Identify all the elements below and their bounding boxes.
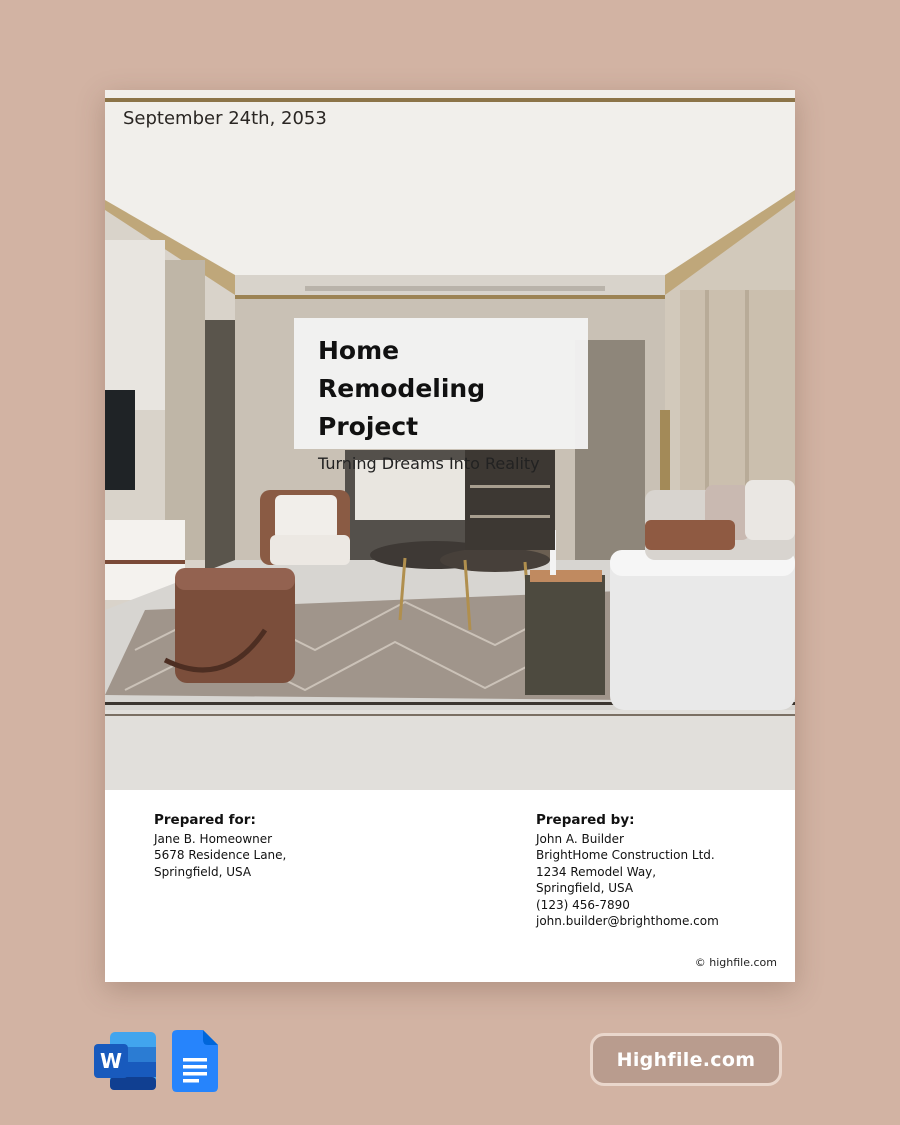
prepared-for-name: Jane B. Homeowner [154,831,273,846]
prepared-by-phone: (123) 456-7890 [536,897,630,912]
title-card [294,318,588,473]
prepared-for-city: Springfield, USA [154,864,252,879]
prepared-by-block [536,812,719,930]
prepared-for-block [154,812,286,880]
prepared-by-street: 1234 Remodel Way, [536,864,657,879]
word-icon[interactable] [94,1030,158,1092]
document-title: Home Remodeling Project [318,336,486,441]
copyright-text: © highfile.com [694,956,777,969]
highfile-button[interactable]: Highfile.com [590,1033,782,1086]
document-page [105,90,795,982]
document-subtitle: Turning Dreams Into Reality [318,454,540,473]
prepared-by-heading: Prepared by: [536,812,635,828]
prepared-by-name: John A. Builder [536,831,624,846]
prepared-by-company: BrightHome Construction Ltd. [536,848,715,862]
prepared-by-email: john.builder@brighthome.com [536,914,719,928]
word-icon-letter: W [99,1049,123,1073]
cover-date: September 24th, 2053 [123,108,327,129]
google-docs-icon[interactable] [172,1030,218,1092]
prepared-for-heading: Prepared for: [154,812,256,828]
prepared-for-street: 5678 Residence Lane, [154,848,287,862]
prepared-by-city: Springfield, USA [536,881,634,895]
